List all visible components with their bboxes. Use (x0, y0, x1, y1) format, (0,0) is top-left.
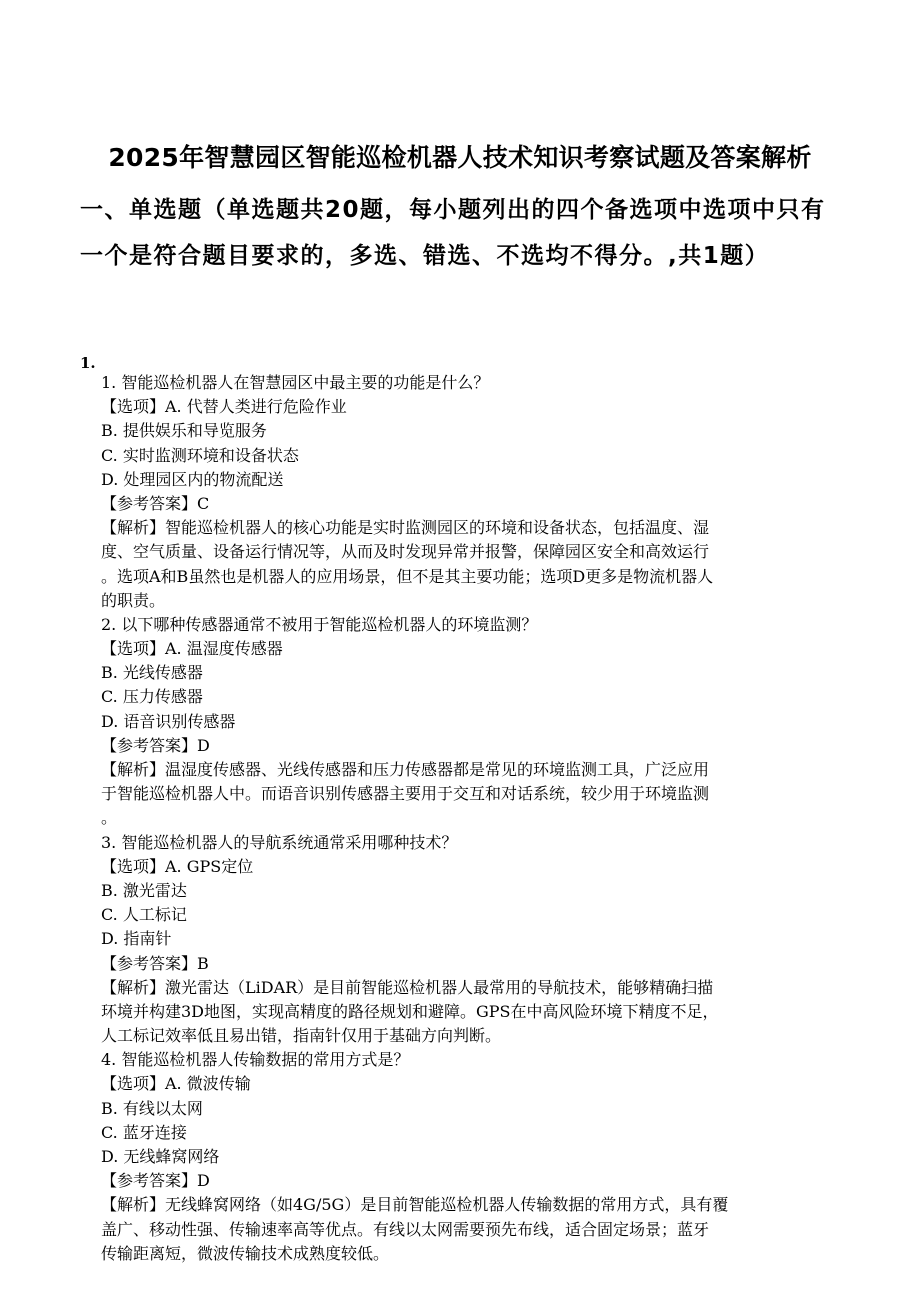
option-b: B. 光线传感器 (101, 663, 203, 683)
analysis (101, 976, 813, 1049)
reference-answer: 【参考答案】B (101, 953, 209, 973)
option-a: 【选项】A. 代替人类进行危险作业 (101, 397, 347, 417)
analysis-line: 。 (101, 808, 118, 828)
question-item (101, 613, 813, 831)
reference-answer: 【参考答案】D (101, 1171, 210, 1191)
option-c: C. 实时监测环境和设备状态 (101, 445, 299, 465)
section-heading (80, 187, 850, 279)
analysis-line: 【解析】无线蜂窝网络（如4G/5G）是目前智能巡检机器人传输数据的常用方式，具有覆 (101, 1195, 729, 1215)
analysis-line: 人工标记效率低且易出错，指南针仅用于基础方向判断。 (101, 1026, 502, 1046)
option-d: D. 指南针 (101, 929, 172, 949)
question-stem: 1. 智能巡检机器人在智慧园区中最主要的功能是什么？ (101, 373, 490, 392)
option-a: 【选项】A. 微波传输 (101, 1074, 251, 1094)
analysis-line: 度、空气质量、设备运行情况等，从而及时发现异常并报警，保障园区安全和高效运行 (101, 542, 710, 562)
reference-answer: 【参考答案】C (101, 493, 210, 513)
question-item (101, 1048, 813, 1266)
option-d: D. 处理园区内的物流配送 (101, 469, 284, 489)
question-stem: 3. 智能巡检机器人的导航系统通常采用哪种技术？ (101, 832, 458, 852)
question-list (101, 371, 813, 1266)
analysis-line: 环境并构建3D地图，实现高精度的路径规划和避障。GPS在中高风险环境下精度不足， (101, 1001, 719, 1021)
option-b: B. 提供娱乐和导览服务 (101, 421, 267, 441)
question-group-number: 1. (80, 354, 96, 372)
analysis-line: 【解析】智能巡检机器人的核心功能是实时监测园区的环境和设备状态，包括温度、湿 (101, 518, 710, 538)
question-item (101, 371, 813, 613)
analysis-line: 的职责。 (101, 590, 166, 610)
analysis-line: 盖广、移动性强、传输速率高等优点。有线以太网需要预先布线，适合固定场景；蓝牙 (101, 1219, 710, 1239)
option-a: 【选项】A. GPS定位 (101, 856, 254, 876)
option-d: D. 无线蜂窝网络 (101, 1147, 220, 1166)
section-heading-line-2: 一个是符合题目要求的，多选、错选、不选均不得分。,共1题） (80, 243, 770, 269)
section-heading-line-1: 一、单选题（单选题共20题，每小题列出的四个备选项中选项中只有 (80, 197, 826, 223)
option-c: C. 人工标记 (101, 905, 187, 925)
question-item (101, 831, 813, 1049)
analysis (101, 1193, 813, 1266)
analysis-line: 【解析】温湿度传感器、光线传感器和压力传感器都是常见的环境监测工具，广泛应用 (101, 760, 710, 779)
option-a: 【选项】A. 温湿度传感器 (101, 639, 283, 659)
option-b: B. 激光雷达 (101, 880, 187, 900)
analysis (101, 516, 813, 613)
analysis-line: 传输距离短，微波传输技术成熟度较低。 (101, 1243, 390, 1263)
option-d: D. 语音识别传感器 (101, 711, 236, 731)
analysis-line: 【解析】激光雷达（LiDAR）是目前智能巡检机器人最常用的导航技术，能够精确扫描 (101, 977, 714, 997)
option-c: C. 压力传感器 (101, 687, 203, 707)
option-b: B. 有线以太网 (101, 1098, 203, 1118)
question-stem: 4. 智能巡检机器人传输数据的常用方式是？ (101, 1050, 410, 1070)
analysis-line: 于智能巡检机器人中。而语音识别传感器主要用于交互和对话系统，较少用于环境监测 (101, 784, 710, 804)
option-c: C. 蓝牙连接 (101, 1122, 187, 1142)
reference-answer: 【参考答案】D (101, 735, 210, 755)
question-stem: 2. 以下哪种传感器通常不被用于智能巡检机器人的环境监测？ (101, 614, 538, 634)
document-title: 2025年智慧园区智能巡检机器人技术知识考察试题及答案解析 (108, 143, 812, 172)
analysis-line: 。选项A和B虽然也是机器人的应用场景，但不是其主要功能；选项D更多是物流机器人 (101, 566, 714, 586)
analysis (101, 758, 813, 831)
